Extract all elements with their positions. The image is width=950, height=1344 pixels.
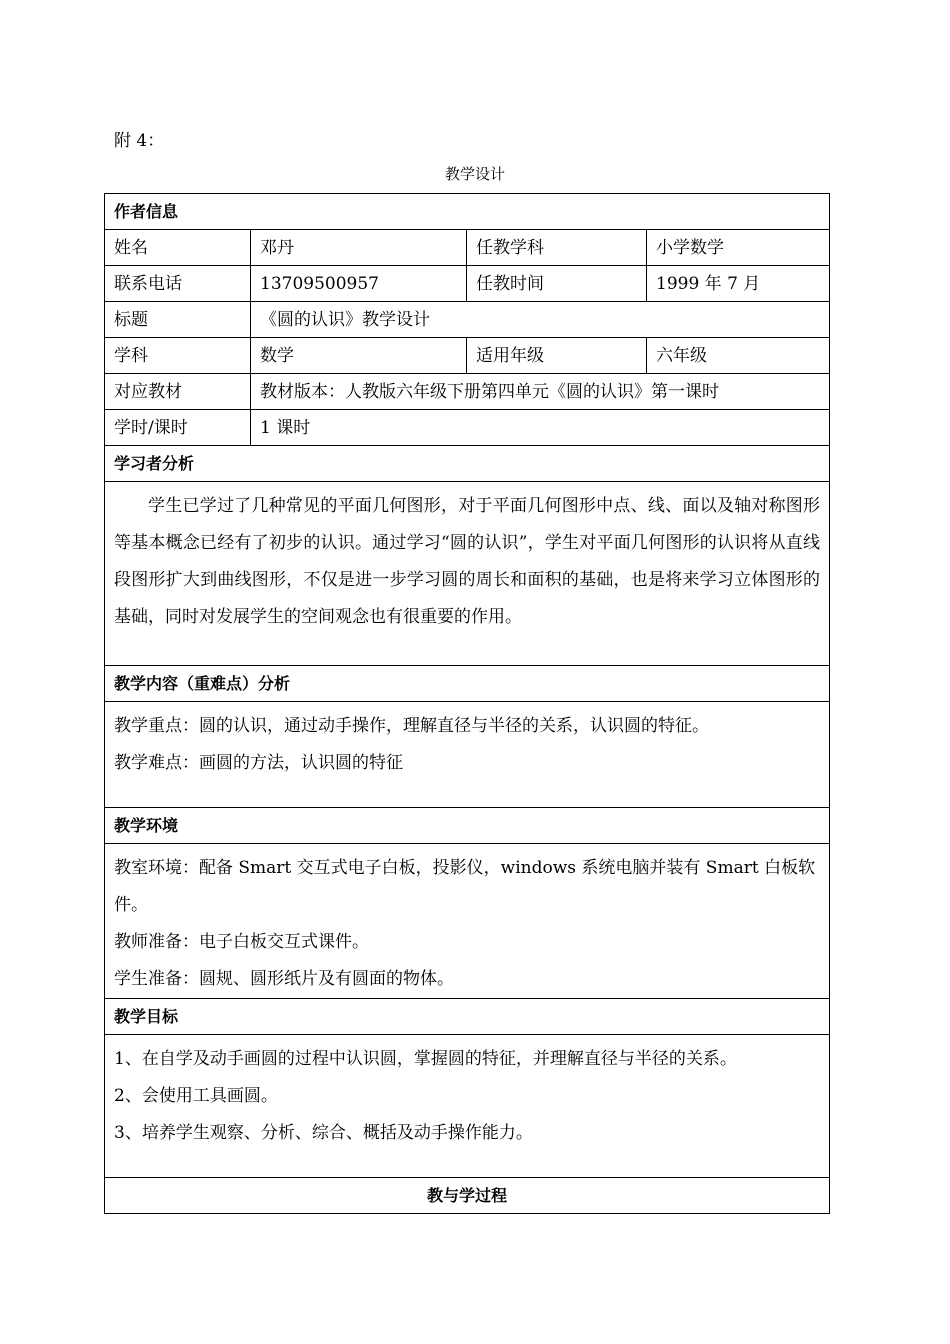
title-value: 《圆的认识》教学设计 [251, 302, 830, 338]
phone-label: 联系电话 [105, 266, 251, 302]
environment-cell [105, 844, 830, 999]
subject-label: 学科 [105, 338, 251, 374]
name-value: 邓丹 [251, 230, 467, 266]
content-analysis-heading: 教学内容（重难点）分析 [105, 666, 830, 702]
subject-value: 数学 [251, 338, 467, 374]
environment-header-row [105, 808, 830, 844]
learner-analysis-header-row [105, 446, 830, 482]
teaching-design-form [104, 193, 830, 1214]
author-info-header-row [105, 194, 830, 230]
subject-row [105, 338, 830, 374]
learner-analysis-body-row [105, 482, 830, 666]
difficulty-text: 教学难点：画圆的方法，认识圆的特征 [114, 753, 403, 773]
textbook-value: 教材版本：人教版六年级下册第四单元《圆的认识》第一课时 [251, 374, 830, 410]
process-heading: 教与学过程 [105, 1178, 830, 1214]
process-header-row [105, 1178, 830, 1214]
phone-row [105, 266, 830, 302]
name-row [105, 230, 830, 266]
objective-item: 2、会使用工具画圆。 [114, 1086, 278, 1106]
environment-heading: 教学环境 [105, 808, 830, 844]
student-prep-text: 学生准备：圆规、圆形纸片及有圆面的物体。 [114, 969, 454, 989]
name-label: 姓名 [105, 230, 251, 266]
subject-taught-value: 小学数学 [647, 230, 830, 266]
content-analysis-cell [105, 702, 830, 808]
objectives-cell [105, 1035, 830, 1178]
key-point-text: 教学重点：圆的认识，通过动手操作，理解直径与半径的关系，认识圆的特征。 [114, 716, 709, 736]
teacher-prep-text: 教师准备：电子白板交互式课件。 [114, 932, 369, 952]
hours-value: 1 课时 [251, 410, 830, 446]
objectives-heading: 教学目标 [105, 999, 830, 1035]
learner-analysis-text: 学生已学过了几种常见的平面几何图形，对于平面几何图形中点、线、面以及轴对称图形等基本概念已经有了初步的认识。通过学习“圆的认识”，学生对平面几何图形的认识将从直线段图形扩大到曲线图形，不仅是进一步学习圆的周长和面积的基础，也是将来学习立体图形的基础，同时对发展学生的空间观念也有很重要的作用。 [114, 496, 821, 627]
title-row [105, 302, 830, 338]
textbook-label: 对应教材 [105, 374, 251, 410]
objectives-body-row [105, 1035, 830, 1178]
learner-analysis-cell [105, 482, 830, 666]
classroom-environment-text: 教室环境：配备 Smart 交互式电子白板，投影仪，windows 系统电脑并装有 Smart 白板软件。 [114, 858, 816, 915]
subject-taught-label: 任教学科 [467, 230, 647, 266]
appendix-label: 附 4： [114, 131, 165, 151]
document-title: 教学设计 [444, 165, 505, 183]
environment-body-row [105, 844, 830, 999]
title-label: 标题 [105, 302, 251, 338]
grade-label: 适用年级 [467, 338, 647, 374]
objective-item: 3、培养学生观察、分析、综合、概括及动手操作能力。 [114, 1123, 533, 1143]
hours-row [105, 410, 830, 446]
grade-value: 六年级 [647, 338, 830, 374]
phone-value: 13709500957 [251, 266, 467, 302]
teaching-since-label: 任教时间 [467, 266, 647, 302]
author-info-heading: 作者信息 [105, 194, 830, 230]
content-analysis-body-row [105, 702, 830, 808]
hours-label: 学时/课时 [105, 410, 251, 446]
textbook-row [105, 374, 830, 410]
objectives-header-row [105, 999, 830, 1035]
objective-item: 1、在自学及动手画圆的过程中认识圆，掌握圆的特征，并理解直径与半径的关系。 [114, 1049, 737, 1069]
content-analysis-header-row [105, 666, 830, 702]
teaching-since-value: 1999 年 7 月 [647, 266, 830, 302]
learner-analysis-heading: 学习者分析 [105, 446, 830, 482]
